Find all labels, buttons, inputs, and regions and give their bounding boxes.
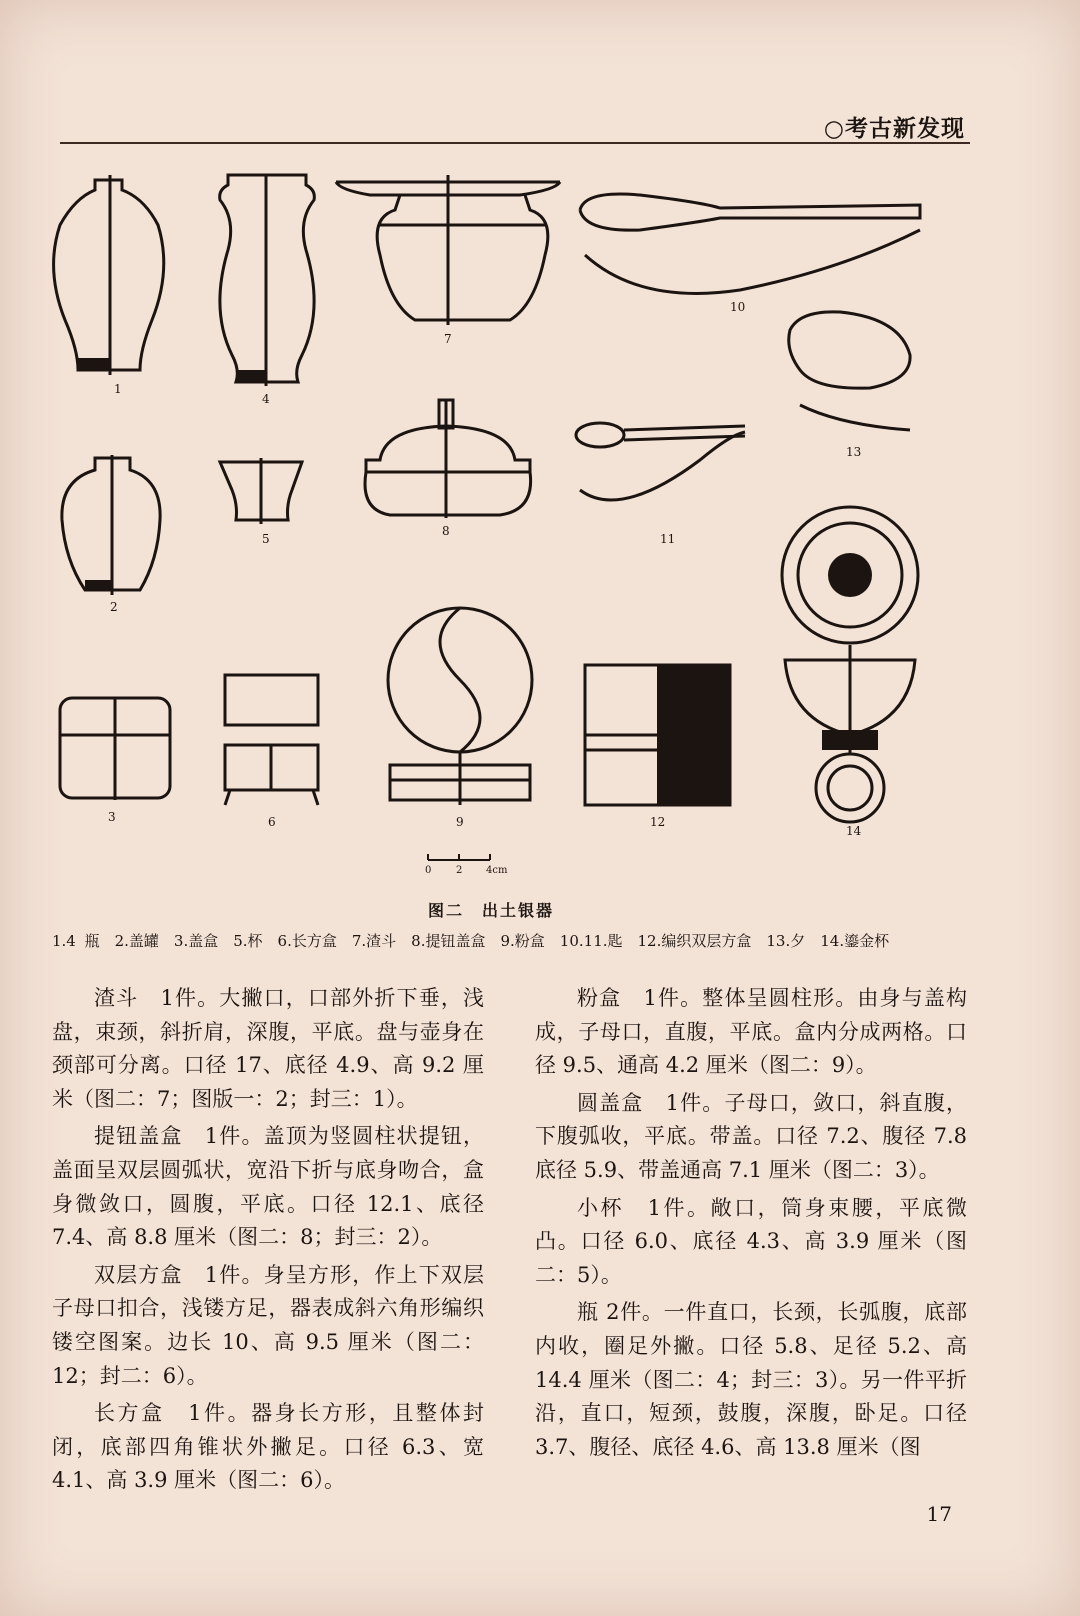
drawing-spoon-10: [580, 194, 920, 293]
fig-label-6: 6: [268, 815, 276, 829]
fig-label-9: 9: [456, 815, 464, 829]
scale-bar: [428, 854, 490, 860]
header-rule: [60, 142, 970, 144]
drawing-gilt-cup-14: [782, 507, 918, 822]
line-drawing-canvas: [40, 160, 1040, 920]
drawing-vase-4: [220, 175, 315, 386]
section-header: ○考古新发现: [823, 115, 965, 142]
fig-label-13: 13: [846, 445, 862, 459]
drawing-spoon-11: [576, 423, 745, 500]
fig-label-2: 2: [110, 600, 118, 614]
scale-label-2: 2: [456, 865, 463, 876]
fig-label-12: 12: [650, 815, 666, 829]
scale-label-4cm: 4cm: [486, 865, 508, 876]
drawing-lidded-jar-2: [62, 455, 160, 595]
fig-label-1: 1: [114, 382, 122, 396]
scale-label-0: 0: [425, 865, 432, 876]
fig-label-7: 7: [444, 332, 452, 346]
entry-zhadou: 渣斗 1件。大撇口，口部外折下垂，浅盘，束颈，斜折肩，深腹，平底。盘与壶身在颈部可分离。口径 17、底径 4.9、高 9.2 厘米（图二：7；图版一：2；封三：1）。: [52, 986, 484, 1111]
drawing-cup-5: [220, 458, 302, 524]
fig-label-4: 4: [262, 392, 270, 406]
left-column: [52, 982, 484, 1502]
entry-rectangular-box: 长方盒 1件。器身长方形，且整体封闭，底部四角锥状外撇足。口径 6.3、宽 4.1、高 3.9 厘米（图二：6）。: [52, 1401, 484, 1493]
drawing-zhadou-7: [336, 175, 560, 325]
page-number: 17: [926, 1502, 952, 1526]
drawing-vase-1: [54, 175, 164, 375]
figure-caption: 1.4 瓶 2.盖罐 3.盖盒 5.杯 6.长方盒 7.渣斗 8.提钮盖盒 9.粉盒 10.11.匙 12.编织双层方盒 13.夕 14.鎏金杯: [52, 932, 890, 950]
fig-label-3: 3: [108, 810, 116, 824]
figure-silverware-drawings: [40, 160, 1040, 920]
entry-powder-box: 粉盒 1件。整体呈圆柱形。由身与盖构成，子母口，直腹，平底。盒内分成两格。口径 9.5、通高 4.2 厘米（图二：9）。: [535, 986, 967, 1078]
figure-title: 图二 出土银器: [428, 901, 555, 920]
drawing-lidded-box-3: [60, 698, 170, 800]
fig-label-11: 11: [660, 532, 676, 546]
drawing-powder-box-9: [388, 608, 532, 805]
drawing-rect-box-6: [225, 675, 318, 805]
entry-round-lid-box: 圆盖盒 1件。子母口，敛口，斜直腹，下腹弧收，平底。带盖。口径 7.2、腹径 7.8 底径 5.9、带盖通高 7.1 厘米（图二：3）。: [535, 1090, 988, 1182]
drawing-ladle-13: [789, 312, 910, 430]
drawing-knob-box-8: [365, 400, 531, 518]
entry-knob-lid-box: 提钮盖盒 1件。盖顶为竖圆柱状提钮，盖面呈双层圆弧状，宽沿下折与底身吻合，盒身微敛口，圆腹，平底。口径 12.1、底径 7.4、高 8.8 厘米（图二：8；封三：2）。: [52, 1124, 484, 1250]
fig-label-5: 5: [262, 532, 270, 546]
fig-label-14: 14: [846, 824, 862, 838]
fig-label-10: 10: [730, 300, 746, 314]
entry-small-cup: 小杯 1件。敞口，筒身束腰，平底微凸。口径 6.0、底径 4.3、高 3.9 厘米（图二：5）。: [535, 1195, 967, 1287]
entry-vase: 瓶 2件。一件直口，长颈，长弧腹，底部内收，圈足外撇。口径 5.8、足径 5.2、高 14.4 厘米（图二：4；封三：3）。另一件平折沿，直口，短颈，鼓腹，深腹，卧足。口径 3.7、腹径、底径 4.6、高 13.8 厘米（图: [535, 1300, 967, 1459]
entry-double-square-box: 双层方盒 1件。身呈方形，作上下双层子母口扣合，浅镂方足，器表成斜六角形编织镂空图案。边长 10、高 9.5 厘米（图二：12；封二：6）。: [52, 1262, 484, 1388]
drawing-woven-box-12: [585, 665, 730, 805]
fig-label-8: 8: [442, 524, 450, 538]
right-column: [535, 982, 988, 1468]
